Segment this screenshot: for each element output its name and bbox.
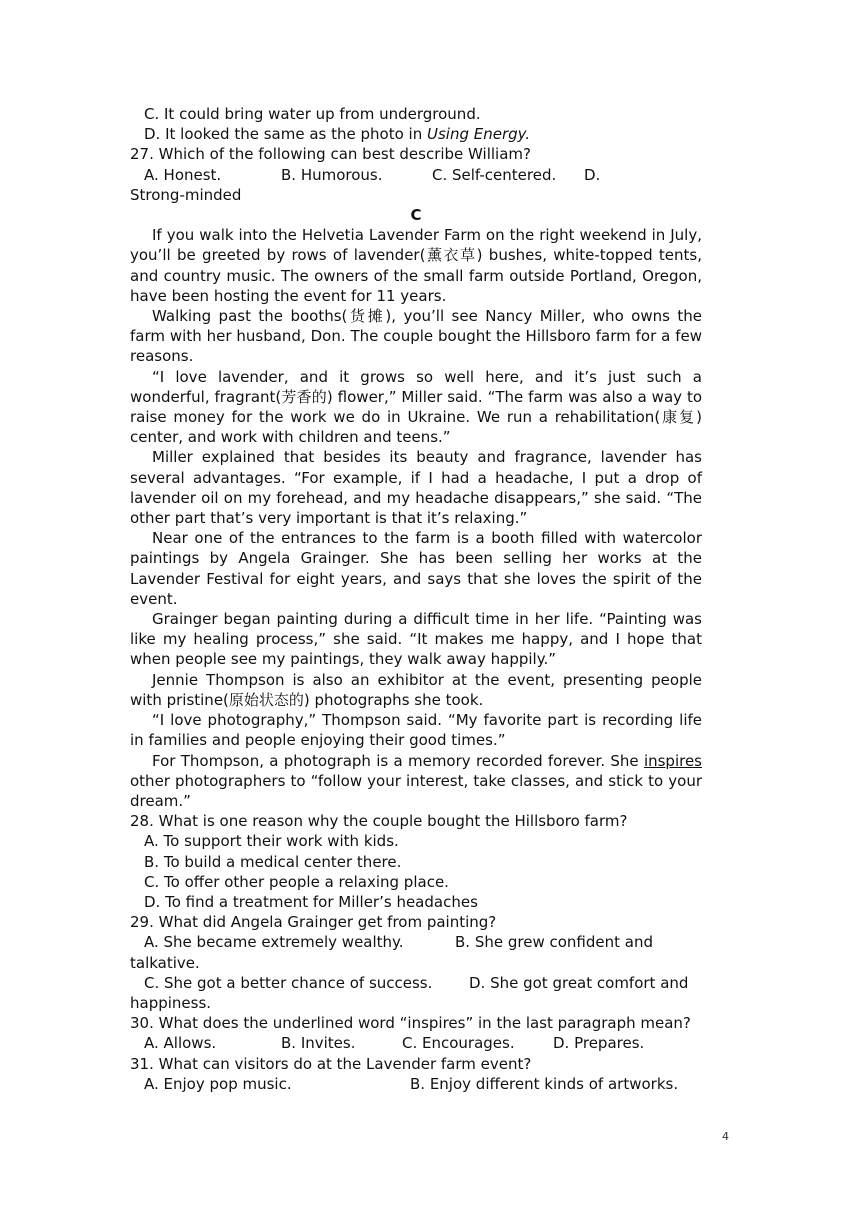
q31-options [130, 1074, 702, 1094]
passage-paragraph-5: Near one of the entrances to the farm is a booth filled with watercolor paintings by Angela Grainger. She has been selling her works at the Lavender Festival for eight years, and says that she loves the spirit of the event. [130, 529, 702, 608]
q27-option-b: B. Humorous. [281, 165, 383, 184]
document-body [130, 104, 702, 1094]
passage-paragraph-1: If you walk into the Helvetia Lavender Farm on the right weekend in July, you’ll be greeted by rows of lavender(薰衣草) bushes, white-topped tents, and country music. The owners of the small farm outside Portland, Oregon, have been hosting the event for 11 years. [130, 226, 702, 305]
q28-option-b: B. To build a medical center there. [144, 852, 402, 871]
q29-option-b: B. She grew confident and [455, 933, 653, 952]
passage-paragraph-7: Jennie Thompson is also an exhibitor at the event, presenting people with pristine(原始状态的) photographs she took. [130, 670, 702, 709]
q31-stem: 31. What can visitors do at the Lavender farm event? [130, 1054, 532, 1073]
q29-option-a: A. She became extremely wealthy. [144, 933, 404, 952]
q30-option-b: B. Invites. [281, 1034, 356, 1053]
q31-option-a: A. Enjoy pop music. [144, 1074, 292, 1093]
q26-option-c: C. It could bring water up from underground. [144, 105, 481, 123]
q29-option-b-cont: talkative. [130, 953, 200, 972]
q31-option-b: B. Enjoy different kinds of artworks. [410, 1074, 679, 1093]
passage-paragraph-9-end: other photographers to “follow your interest, take classes, and stick to your dream.” [130, 771, 702, 810]
passage-paragraph-6: Grainger began painting during a difficult time in her life. “Painting was like my healing process,” she said. “It makes me happy, and I hope that when people see my paintings, they walk away happily.” [130, 610, 702, 669]
passage-paragraph-9-start: For Thompson, a photograph is a memory recorded forever. She [152, 751, 644, 770]
q30-option-c: C. Encourages. [402, 1034, 515, 1053]
q28-stem: 28. What is one reason why the couple bought the Hillsboro farm? [130, 812, 628, 831]
q27-option-d: D. [584, 165, 601, 184]
section-label: C [410, 206, 422, 225]
q30-options [130, 1033, 702, 1053]
passage-paragraph-2: Walking past the booths(货摊), you’ll see Nancy Miller, who owns the farm with her husband, Don. The couple bought the Hillsboro farm for a few reasons. [130, 307, 702, 366]
underlined-word: inspires [643, 751, 702, 770]
q28-option-d: D. To find a treatment for Miller’s headaches [144, 892, 478, 911]
page-number: 4 [722, 1130, 729, 1143]
q28-option-a: A. To support their work with kids. [144, 832, 399, 851]
q27-option-a: A. Honest. [144, 165, 222, 184]
q27-stem: 27. Which of the following can best describe William? [130, 145, 531, 164]
q27-option-d-cont: Strong-minded [130, 185, 242, 204]
q27-option-c: C. Self-centered. [432, 165, 557, 184]
passage-paragraph-4: Miller explained that besides its beauty and fragrance, lavender has several advantages. “For example, if I had a headache, I put a drop of lavender oil on my forehead, and my headache disappears,” she said. “The other part that’s very important is that it’s relaxing.” [130, 448, 702, 528]
q26-option-d-text: D. It looked the same as the photo in [144, 125, 427, 144]
passage-paragraph-9 [130, 751, 702, 812]
q30-option-a: A. Allows. [144, 1034, 217, 1053]
q29-option-d-cont: happiness. [130, 993, 212, 1012]
passage-paragraph-3: “I love lavender, and it grows so well here, and it’s just such a wonderful, fragrant(芳香的) flower,” Miller said. “The farm was also a way to raise money for the work we do in Ukraine. We run a rehabilitation(康复) center, and work with children and teens.” [130, 367, 702, 447]
q29-stem: 29. What did Angela Grainger get from painting? [130, 913, 497, 932]
q29-options-ab [130, 932, 702, 952]
q26-option-d [130, 124, 702, 144]
q27-options [130, 165, 702, 185]
q29-option-d: D. She got great comfort and [469, 973, 689, 992]
q30-stem: 30. What does the underlined word “inspires” in the last paragraph mean? [130, 1014, 691, 1033]
q26-option-d-italic: Using Energy. [427, 125, 531, 144]
q29-options-cd [130, 973, 702, 993]
q30-option-d: D. Prepares. [553, 1034, 645, 1053]
passage-paragraph-8: “I love photography,” Thompson said. “My favorite part is recording life in families and people enjoying their good times.” [130, 711, 702, 750]
q29-option-c: C. She got a better chance of success. [144, 973, 433, 992]
q28-option-c: C. To offer other people a relaxing place. [144, 872, 449, 891]
